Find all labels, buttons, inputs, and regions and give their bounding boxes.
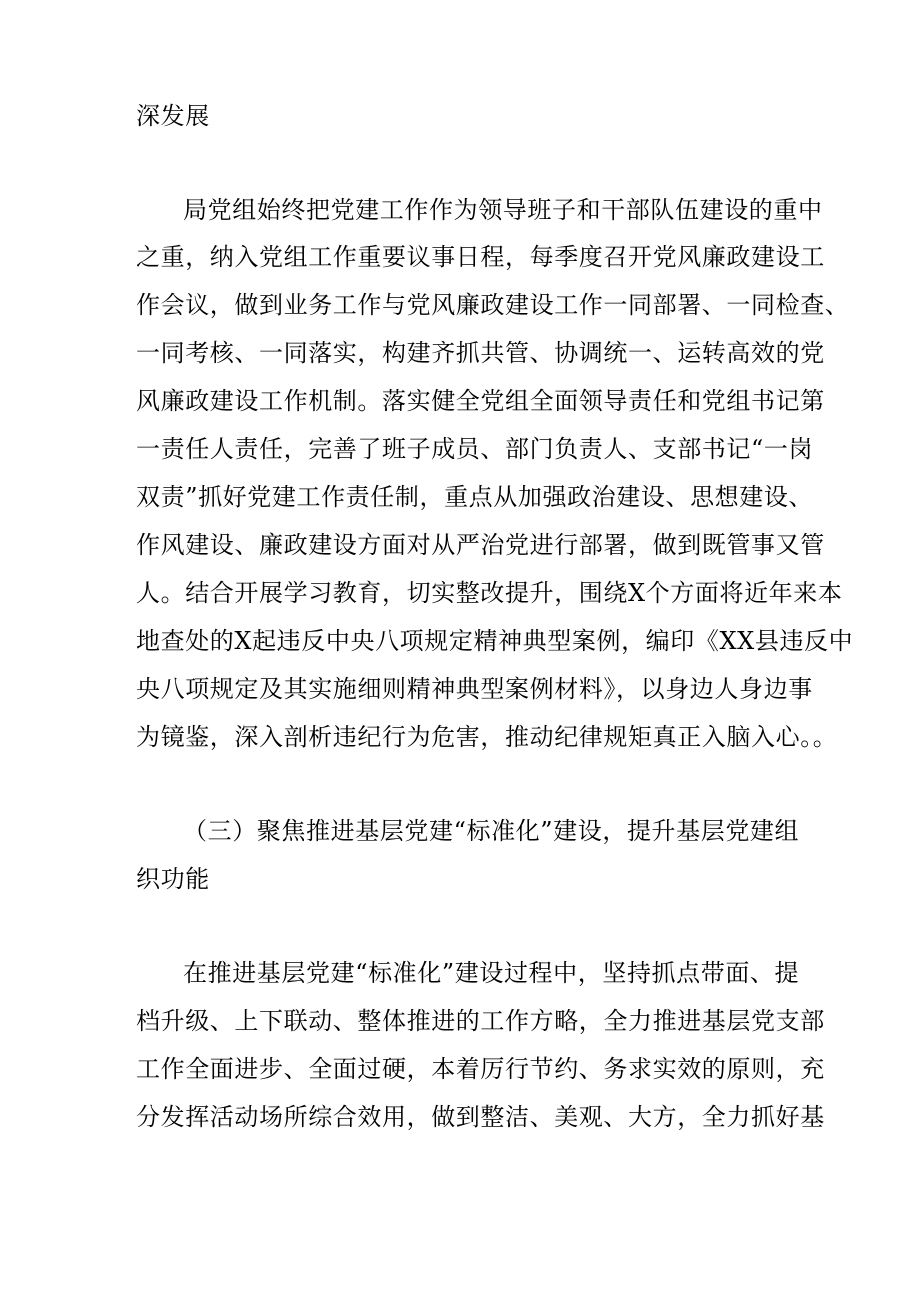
paragraph-line: 在推进基层党建“标准化”建设过程中，坚持抓点带面、提 <box>183 959 800 987</box>
paragraph-line: 一责任人责任，完善了班子成员、部门负责人、支部书记“一岗 <box>136 435 814 463</box>
paragraph-line: 人。结合开展学习教育，切实整改提升，围绕X个方面将近年来本 <box>136 579 843 607</box>
paragraph-line: 地查处的X起违反中央八项规定精神典型案例，编印《XX县违反中 <box>136 627 854 655</box>
paragraph-line: 风廉政建设工作机制。落实健全党组全面领导责任和党组书记第 <box>136 387 825 415</box>
paragraph-line: 之重，纳入党组工作重要议事日程，每季度召开党风廉政建设工 <box>136 243 825 271</box>
paragraph-line: 央八项规定及其实施细则精神典型案例材料》，以身边人身边事 <box>136 675 813 703</box>
paragraph-line: 工作全面进步、全面过硬，本着厉行节约、务求实效的原则，充 <box>136 1055 825 1083</box>
paragraph-line: 局党组始终把党建工作作为领导班子和干部队伍建设的重中 <box>183 196 823 224</box>
heading-tail: 深发展 <box>136 102 210 130</box>
section-heading-line: 织功能 <box>136 865 210 893</box>
paragraph-line: 作风建设、廉政建设方面对从严治党进行部署，做到既管事又管 <box>136 531 825 559</box>
paragraph-line: 作会议，做到业务工作与党风廉政建设工作一同部署、一同检查、 <box>136 291 850 319</box>
paragraph-line: 为镜鉴，深入剖析违纪行为危害，推动纪律规矩真正入脑入心。。 <box>136 723 838 751</box>
paragraph-line: 双责”抓好党建工作责任制，重点从加强政治建设、思想建设、 <box>136 483 814 511</box>
section-heading-line: （三）聚焦推进基层党建“标准化”建设，提升基层党建组 <box>183 817 800 845</box>
paragraph-line: 档升级、上下联动、整体推进的工作方略，全力推进基层党支部 <box>136 1007 825 1035</box>
paragraph-line: 一同考核、一同落实，构建齐抓共管、协调统一、运转高效的党 <box>136 339 825 367</box>
paragraph-line: 分发挥活动场所综合效用，做到整洁、美观、大方，全力抓好基 <box>136 1103 825 1131</box>
